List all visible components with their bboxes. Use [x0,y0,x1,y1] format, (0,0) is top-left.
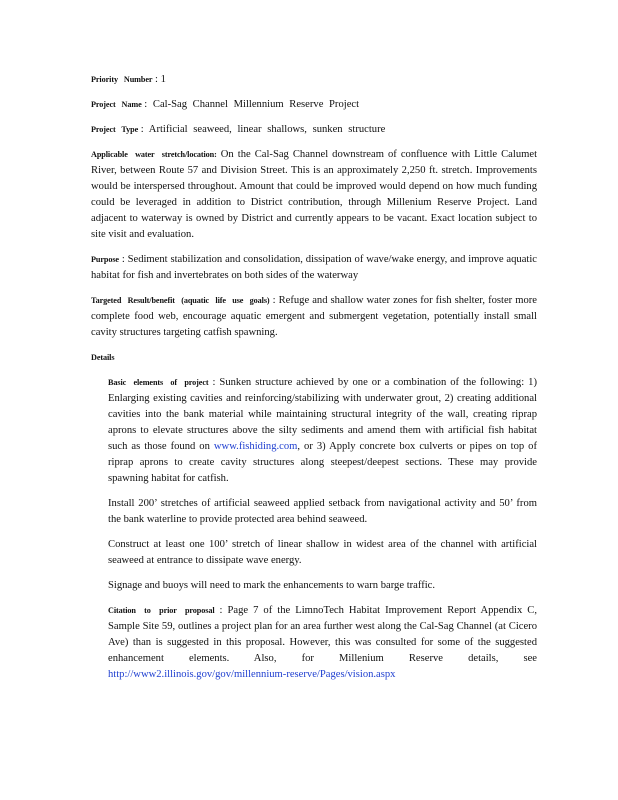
basic-elements-label: Basic elements of project [108,378,209,387]
priority-value: : 1 [155,74,166,85]
citation-row [108,603,537,683]
millennium-reserve-link[interactable]: http://www2.illinois.gov/gov/millennium-reserve/Pages/vision.aspx [108,669,396,680]
basic-elements-value-end: , or 3) Apply concrete box culverts or pipes on top of riprap aprons to create cavity structures along steepest/deepest sections. These may provide spawning habitat for catfish. [108,441,537,484]
citation-value: : Page 7 of the LimnoTech Habitat Improvement Report Appendix C, Sample Site 59, outlines a project plan for an area further west along the Cal-Sag Channel (at Cicero Ave) than is suggested in this proposal. However, this was consulted for some of the suggested enhancement elements. Also, for Millenium Reserve details, see [108,605,537,664]
priority-row [91,72,537,88]
details-heading [91,350,537,366]
project-type-label: Project Type [91,125,139,134]
details-label: Details [91,353,115,362]
purpose-row [91,252,537,284]
targeted-value: : Refuge and shallow water zones for fish shelter, foster more complete food web, encourage aquatic emergent and submergent vegetation, potentially install small cavity structures targeting catfish spawning. [91,295,537,338]
basic-elements-row [108,375,537,487]
basic-elements-value: : Sunken structure achieved by one or a combination of the following: 1) Enlarging existing cavities and reinforcing/stabilizing with underwater grout, 2) creating additional cavities into the bank material while maintaining structural integrity of the wall, creating riprap aprons to elevate structures above the silty sediments and amend them with artificial fish habitat such as those found on [108,377,537,452]
purpose-label: Purpose [91,255,119,264]
project-name-value: : Cal-Sag Channel Millennium Reserve Project [144,99,360,110]
project-type-value: : Artificial seaweed, linear shallows, sunken structure [140,124,386,135]
project-name-row [91,97,537,113]
applicable-row [91,147,537,243]
project-name-label: Project Name [91,100,142,109]
citation-label: Citation to prior proposal [108,606,215,615]
targeted-label: Targeted Result/benefit (aquatic life use goals) [91,296,270,305]
construct-paragraph: Construct at least one 100’ stretch of linear shallow in widest area of the channel with artificial seaweed at entrance to dissipate wave energy. [108,539,537,566]
purpose-value: : Sediment stabilization and consolidation, dissipation of wave/wake energy, and improve aquatic habitat for fish and invertebrates on both sides of the waterway [91,254,537,281]
applicable-value: On the Cal-Sag Channel downstream of confluence with Little Calumet River, between Route 57 and Division Street. This is an approximately 2,250 ft. stretch. Improvements would be interspersed throughout. Amount that could be improved would depend on how much funding could be leveraged in addition to District contribution, through Millenium Reserve Project. Land adjacent to waterway is owned by District and currently appears to be vacant. Exact location subject to site visit and evaluation. [91,149,538,240]
details-section [108,375,537,683]
project-type-row [91,122,537,138]
document-body [91,72,537,692]
fishiding-link[interactable]: www.fishiding.com [213,441,298,452]
install-paragraph: Install 200’ stretches of artificial seaweed applied setback from navigational activity and 50’ from the bank waterline to provide protected area behind seaweed. [108,498,537,525]
priority-label: Priority Number [91,75,153,84]
applicable-label: Applicable water stretch/location: [91,150,217,159]
signage-paragraph: Signage and buoys will need to mark the enhancements to warn barge traffic. [108,580,436,591]
targeted-row [91,293,537,341]
